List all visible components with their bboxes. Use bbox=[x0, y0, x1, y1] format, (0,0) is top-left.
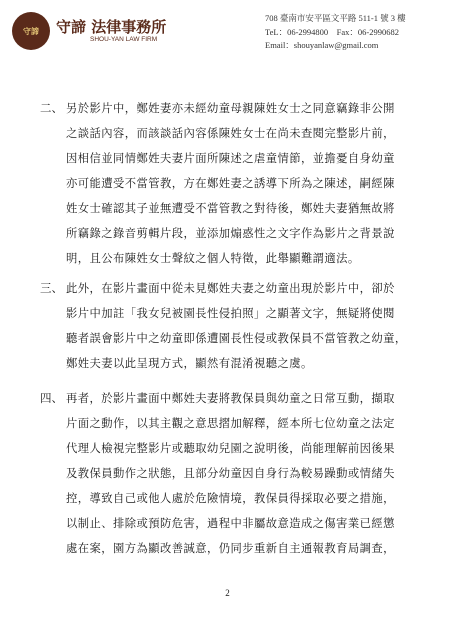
firm-name-en: SHOU-YAN LAW FIRM bbox=[90, 36, 158, 43]
paragraph-line: 姓女士確認其子並無遭受不當管教之對待後，鄭姓夫妻猶無故將 bbox=[66, 202, 395, 215]
firm-name-cn: 守諦 法律事務所 bbox=[56, 18, 167, 36]
paragraph-line: 此外，在影片畫面中從未見鄭姓夫妻之幼童出現於影片中，卻於 bbox=[66, 282, 395, 295]
firm-logo bbox=[12, 10, 167, 52]
firm-phone-fax: TeL：06-2994800 Fax：06-2990682 bbox=[265, 26, 399, 37]
logo-seal-text: 守諦 bbox=[23, 25, 39, 36]
paragraph-line: 代理人檢視完整影片或聽取幼兒園之說明後，尚能理解前因後果 bbox=[66, 442, 395, 455]
firm-contact-block bbox=[265, 12, 406, 53]
paragraph-line: 片面之動作，以其主觀之意思摺加解釋，經本所七位幼童之法定 bbox=[66, 417, 395, 430]
paragraph-line: 因相信並同情鄭姓夫妻片面所陳述之虐童情節，並擔憂自身幼童 bbox=[66, 152, 395, 165]
firm-address: 708 臺南市安平區文平路 511-1 號 3 樓 bbox=[265, 13, 406, 23]
paragraph-line: 再者，於影片畫面中鄭姓夫妻將教保員與幼童之日常互動，擷取 bbox=[66, 392, 395, 405]
page-number: 2 bbox=[225, 588, 230, 598]
logo-seal-icon bbox=[12, 12, 50, 50]
paragraph-number: 三、 bbox=[40, 281, 63, 295]
paragraph-line: 以制止、排除或預防危害，過程中非屬故意造成之傷害業已經懲 bbox=[66, 517, 395, 530]
paragraph-line: 處在案，園方為顯改善誠意，仍同步重新自主通報教育局調查， bbox=[66, 542, 395, 555]
paragraph-line: 之談話內容，而該談話內容係陳姓女士在尚未查閱完整影片前， bbox=[66, 127, 395, 140]
paragraph-line: 控，導致自己或他人處於危險情境，教保員得採取必要之措施， bbox=[66, 492, 395, 505]
paragraph-line: 鄭姓夫妻以此呈現方式，顯然有混淆視聽之虞。 bbox=[66, 357, 313, 370]
paragraph-line: 亦可能遭受不當管教，方在鄭姓妻之誘導下所為之陳述，嗣經陳 bbox=[66, 177, 395, 190]
paragraph-line: 明，且公布陳姓女士聲紋之個人特徵，此舉顯難謂適法。 bbox=[66, 252, 360, 265]
paragraph-line: 所竊錄之錄音剪輯片段，並添加煽惑性之文字作為影片之背景說 bbox=[66, 227, 395, 240]
paragraph-line: 另於影片中，鄭姓妻亦未經幼童母親陳姓女士之同意竊錄非公開 bbox=[66, 102, 395, 115]
paragraph-line: 及教保員動作之狀態，且部分幼童因自身行為較易躁動或情緒失 bbox=[66, 467, 395, 480]
paragraph-number: 二、 bbox=[40, 101, 63, 115]
firm-email: Email：shouyanlaw@gmail.com bbox=[265, 40, 379, 50]
paragraph-line: 影片中加註「我女兒被園長性侵拍照」之顯著文字，無疑將使閱 bbox=[66, 307, 395, 320]
paragraph-number: 四、 bbox=[40, 391, 63, 405]
paragraph-line: 聽者誤會影片中之幼童即係遭園長性侵或教保員不當管教之幼童， bbox=[66, 332, 407, 345]
